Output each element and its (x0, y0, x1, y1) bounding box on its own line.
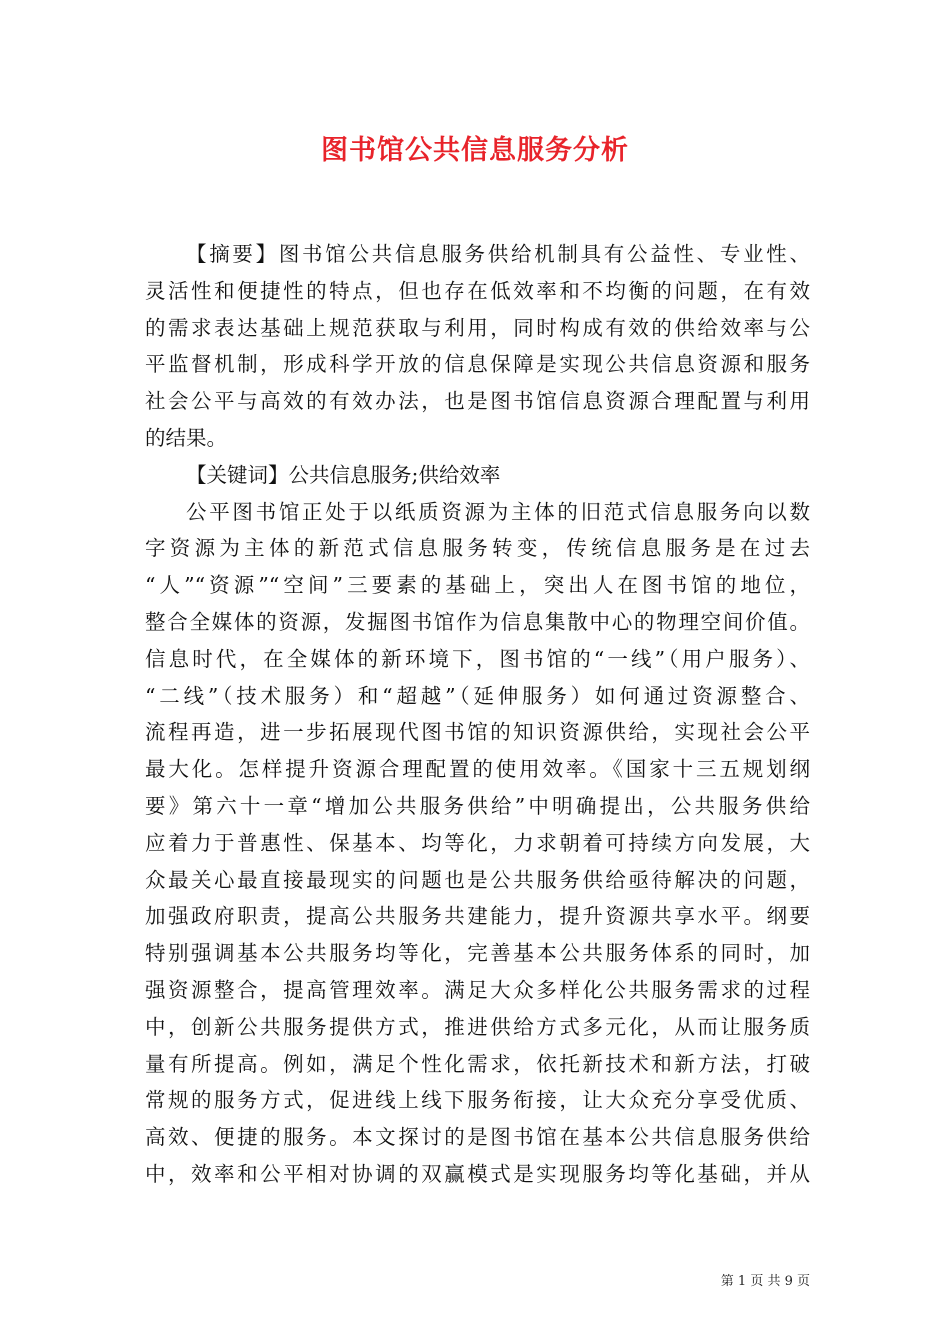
text-line: 强资源整合，提高管理效率。满足大众多样化公共服务需求的过程 (145, 977, 810, 1002)
text-line: 应着力于普惠性、保基本、均等化，力求朝着可持续方向发展，大 (145, 830, 810, 855)
text-line: 的结果。 (145, 425, 227, 450)
text-line: 流程再造，进一步拓展现代图书馆的知识资源供给，实现社会公平 (145, 720, 810, 745)
text-line: 中，创新公共服务提供方式，推进供给方式多元化，从而让服务质 (145, 1014, 810, 1039)
text-line: 要》第六十一章“增加公共服务供给”中明确提出，公共服务供给 (145, 793, 810, 818)
text-line: 信息时代，在全媒体的新环境下，图书馆的“一线”（用户服务）、 (145, 646, 810, 671)
text-line: 加强政府职责，提高公共服务共建能力，提升资源共享水平。纲要 (145, 904, 810, 929)
text-line: 字资源为主体的新范式信息服务转变，传统信息服务是在过去 (145, 536, 810, 561)
text-line: 量有所提高。例如，满足个性化需求，依托新技术和新方法，打破 (145, 1051, 810, 1076)
text-line: 特别强调基本公共服务均等化，完善基本公共服务体系的同时，加 (145, 941, 810, 966)
text-line: 整合全媒体的资源，发掘图书馆作为信息集散中心的物理空间价值。 (145, 609, 810, 634)
text-line: 常规的服务方式，促进线上线下服务衔接，让大众充分享受优质、 (145, 1088, 810, 1113)
text-line: 灵活性和便捷性的特点，但也存在低效率和不均衡的问题，在有效 (145, 278, 810, 303)
text-line: “人”“资源”“空间”三要素的基础上，突出人在图书馆的地位， (145, 573, 810, 598)
text-line: 最大化。怎样提升资源合理配置的使用效率。《国家十三五规划纲 (145, 757, 810, 782)
text-line: 公平图书馆正处于以纸质资源为主体的旧范式信息服务向以数 (186, 499, 810, 524)
page-title: 图书馆公共信息服务分析 (321, 135, 629, 166)
text-line: 【摘要】图书馆公共信息服务供给机制具有公益性、专业性、 (186, 242, 810, 266)
page-number: 第 1 页 共 9 页 (720, 1274, 810, 1289)
text-line: 的需求表达基础上规范获取与利用，同时构成有效的供给效率与公 (145, 315, 810, 340)
document-body (145, 236, 810, 1193)
text-line: 平监督机制，形成科学开放的信息保障是实现公共信息资源和服务 (145, 352, 810, 377)
text-line: “二线”（技术服务）和“超越”（延伸服务）如何通过资源整合、 (145, 683, 810, 708)
text-line: 众最关心最直接最现实的问题也是公共服务供给亟待解决的问题， (145, 867, 810, 892)
text-line: 高效、便捷的服务。本文探讨的是图书馆在基本公共信息服务供给 (145, 1125, 810, 1150)
keywords-line: 【关键词】公共信息服务;供给效率 (186, 462, 501, 487)
text-line: 中，效率和公平相对协调的双赢模式是实现服务均等化基础，并从 (145, 1161, 810, 1186)
text-line: 社会公平与高效的有效办法，也是图书馆信息资源合理配置与利用 (145, 389, 810, 414)
